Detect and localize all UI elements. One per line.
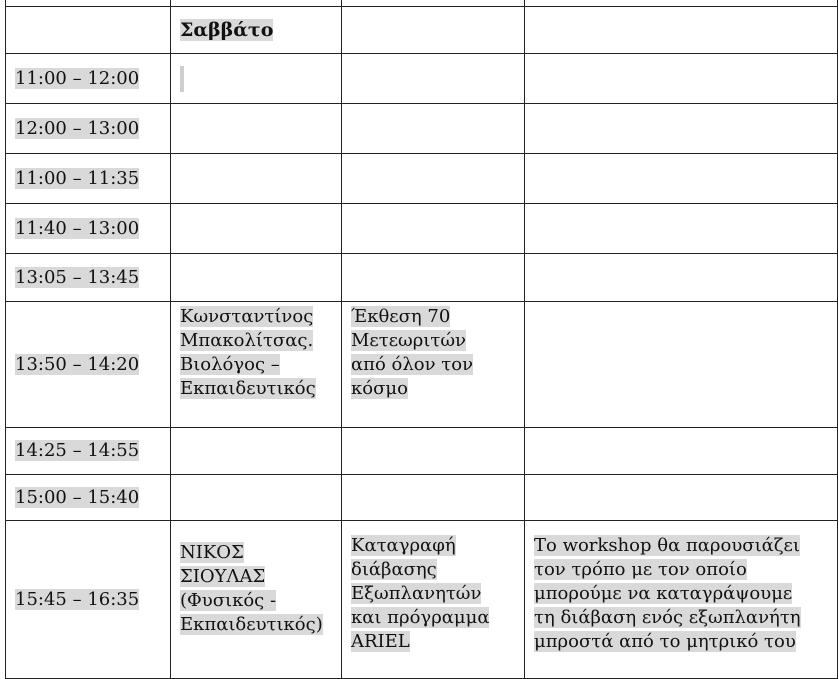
table-cell bbox=[525, 204, 838, 254]
time-label: 13:05 – 13:45 bbox=[15, 266, 140, 288]
time-cell bbox=[6, 521, 171, 679]
table-row bbox=[6, 254, 838, 302]
table-cell bbox=[171, 204, 342, 254]
time-label: 11:00 – 11:35 bbox=[15, 167, 140, 189]
table-cell bbox=[525, 7, 838, 54]
table-cell bbox=[342, 475, 525, 521]
speaker-line: ΝΙΚΟΣ bbox=[180, 542, 244, 563]
table-row bbox=[6, 302, 838, 428]
table-cell bbox=[342, 428, 525, 475]
time-label: 13:50 – 14:20 bbox=[15, 353, 140, 375]
table-cell bbox=[525, 428, 838, 475]
topic-line: Εξωπλανητών bbox=[351, 583, 482, 604]
table-cell bbox=[342, 154, 525, 204]
description-line: μπροστά από το μητρικό του bbox=[534, 631, 796, 652]
time-label: 12:00 – 13:00 bbox=[15, 117, 140, 139]
table-cell bbox=[525, 154, 838, 204]
table-cell bbox=[342, 104, 525, 154]
topic-line: Καταγραφή bbox=[351, 535, 456, 556]
table-cell bbox=[6, 7, 171, 54]
table-cell bbox=[342, 54, 525, 104]
table-row bbox=[6, 204, 838, 254]
speaker-line: Βιολόγος – bbox=[180, 354, 280, 375]
schedule-table bbox=[5, 0, 838, 679]
topic-line: διάβασης bbox=[351, 559, 437, 580]
speaker-cell bbox=[171, 521, 342, 679]
table-cell bbox=[525, 475, 838, 521]
table-row bbox=[6, 475, 838, 521]
description-line: μπορούμε να καταγράψουμε bbox=[534, 583, 793, 604]
time-cell bbox=[6, 204, 171, 254]
table-cell bbox=[525, 254, 838, 302]
time-cell bbox=[6, 428, 171, 475]
table-cell bbox=[171, 254, 342, 302]
day-header-cell bbox=[171, 7, 342, 54]
speaker-line: ΣΙΟΥΛΑΣ bbox=[180, 566, 266, 587]
speaker-line: Μπακολίτσας. bbox=[180, 330, 314, 351]
table-cell bbox=[171, 154, 342, 204]
table-cell bbox=[171, 475, 342, 521]
header-row bbox=[6, 7, 838, 54]
table-row bbox=[6, 521, 838, 679]
time-cell bbox=[6, 302, 171, 428]
table-cell bbox=[525, 54, 838, 104]
time-cell bbox=[6, 154, 171, 204]
table-row bbox=[6, 54, 838, 104]
table-cell bbox=[342, 204, 525, 254]
description-line: Το workshop θα παρουσιάζει bbox=[534, 535, 800, 556]
table-cell bbox=[171, 428, 342, 475]
speaker-line: Κωνσταντίνος bbox=[180, 306, 314, 327]
time-cell bbox=[6, 254, 171, 302]
table-row bbox=[6, 104, 838, 154]
description-cell bbox=[525, 521, 838, 679]
table-row bbox=[6, 428, 838, 475]
speaker-line: Εκπαιδευτικός bbox=[180, 378, 316, 399]
time-cell bbox=[6, 475, 171, 521]
table-row bbox=[6, 154, 838, 204]
time-label: 15:00 – 15:40 bbox=[15, 486, 140, 508]
text-cursor bbox=[180, 66, 184, 92]
topic-cell bbox=[342, 302, 525, 428]
table-cell bbox=[525, 104, 838, 154]
time-cell bbox=[6, 54, 171, 104]
topic-line: από όλον τον bbox=[351, 354, 474, 375]
day-header: Σαββάτο bbox=[180, 18, 274, 41]
time-cell bbox=[6, 104, 171, 154]
topic-cell bbox=[342, 521, 525, 679]
table-cell bbox=[171, 104, 342, 154]
table-cell bbox=[525, 302, 838, 428]
description-line: τη διάβαση ενός εξωπλανήτη bbox=[534, 607, 801, 628]
table-cell bbox=[342, 254, 525, 302]
speaker-line: (Φυσικός - bbox=[180, 590, 277, 611]
topic-line: και πρόγραμμα bbox=[351, 607, 490, 628]
time-label: 15:45 – 16:35 bbox=[15, 588, 140, 610]
table-cell bbox=[342, 7, 525, 54]
speaker-cell bbox=[171, 302, 342, 428]
topic-line: Έκθεση 70 bbox=[351, 306, 451, 327]
topic-line: Μετεωριτών bbox=[351, 330, 466, 351]
time-label: 11:40 – 13:00 bbox=[15, 217, 140, 239]
time-label: 11:00 – 12:00 bbox=[15, 67, 140, 89]
topic-line: κόσμο bbox=[351, 378, 408, 399]
speaker-line: Εκπαιδευτικός) bbox=[180, 614, 323, 635]
time-label: 14:25 – 14:55 bbox=[15, 440, 140, 461]
topic-line: ARIEL bbox=[351, 631, 410, 652]
description-line: τον τρόπο με τον οποίο bbox=[534, 559, 747, 580]
table-cell[interactable] bbox=[171, 54, 342, 104]
